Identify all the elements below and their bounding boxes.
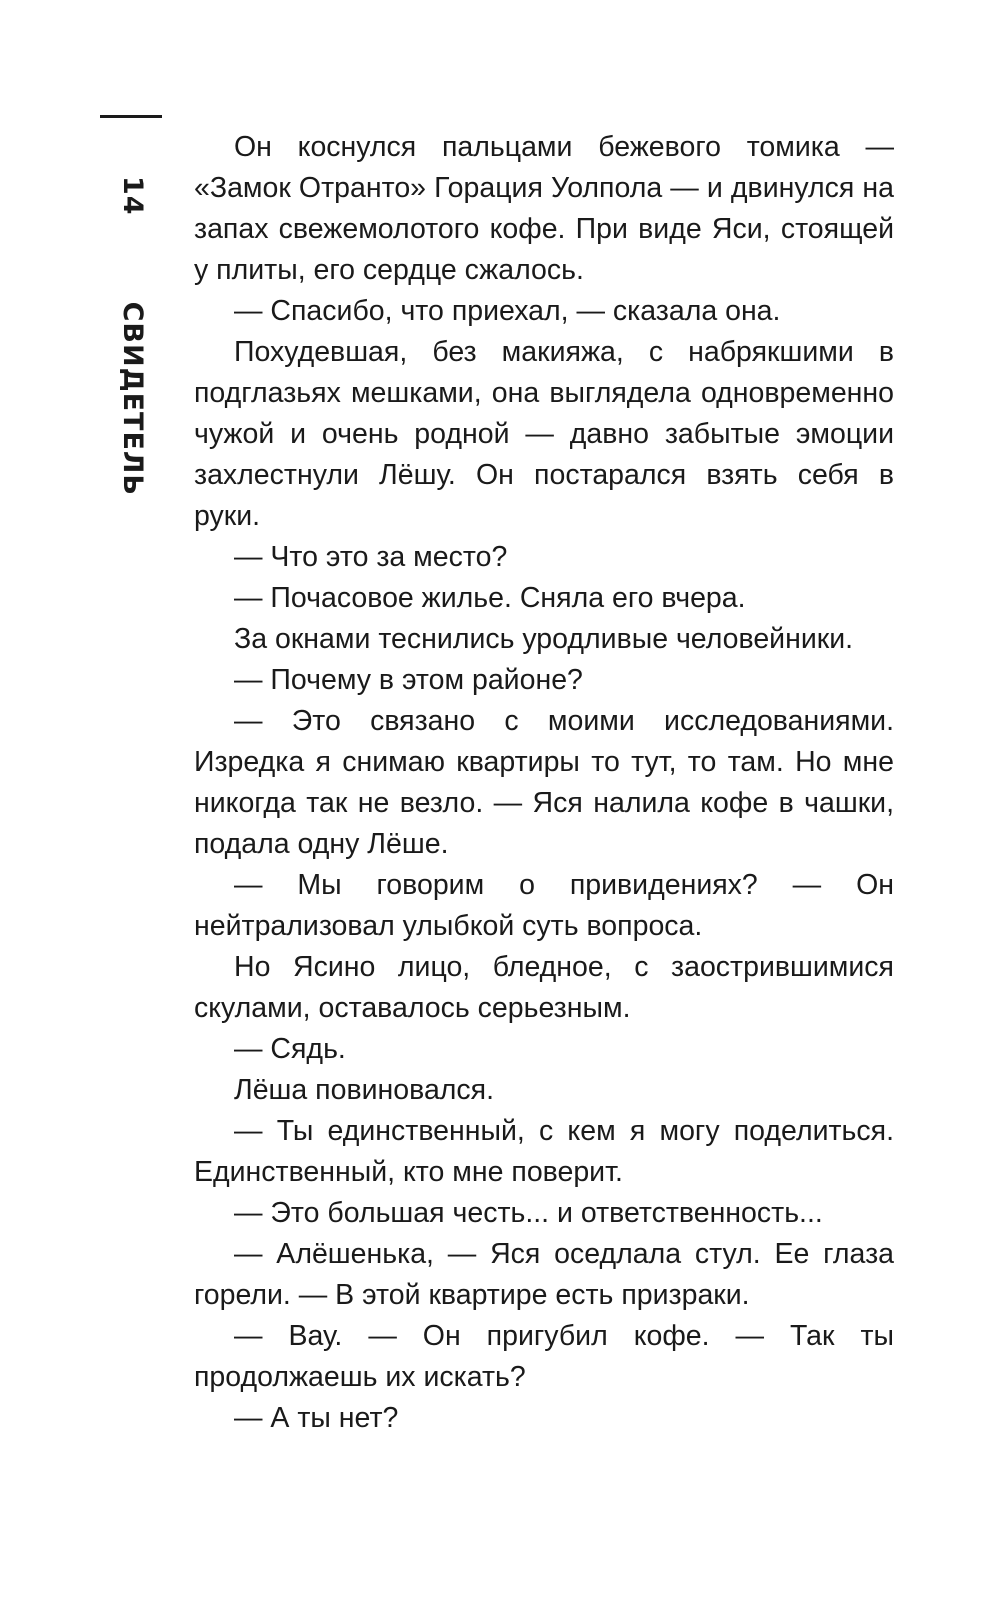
paragraph: — Это большая честь... и ответственность... [234,1197,823,1229]
paragraph: Но Ясино лицо, бледное, с заострившимися скулами, оставалось серьезным. [194,951,894,1024]
paragraph: Лёша повиновался. [234,1074,495,1106]
paragraph: — Алёшенька, — Яся оседлала стул. Ее глаза горели. — В этой квартире есть призраки. [194,1238,894,1311]
book-title: СВИДЕТЕЛЬ [117,301,148,496]
paragraph: — Это связано с моими исследованиями. Изредка я снимаю квартиры то тут, то там. Но мне никогда так не везло. — Яся налила кофе в чашки, подала одну Лёше. [194,705,894,860]
paragraph: — Вау. — Он пригубил кофе. — Так ты продолжаешь их искать? [194,1320,894,1393]
paragraph: — Почему в этом районе? [234,664,583,696]
paragraph: — Ты единственный, с кем я могу поделиться. Единственный, кто мне поверит. [194,1115,894,1188]
paragraph: — Спасибо, что приехал, — сказала она. [234,295,781,327]
paragraph: — Мы говорим о привидениях? — Он нейтрализовал улыбкой суть вопроса. [194,869,894,942]
body-text [194,127,894,1439]
paragraph: Он коснулся пальцами бежевого томика — «Замок Отранто» Горация Уолпола — и двинулся на запах свежемолотого кофе. При виде Яси, стоящей у плиты, его сердце сжалось. [194,131,894,286]
paragraph: — А ты нет? [234,1402,399,1434]
running-head [117,176,148,496]
paragraph: — Сядь. [234,1033,346,1065]
page-number: 14 [117,176,148,216]
paragraph: Похудевшая, без макияжа, с набрякшими в подглазьях мешками, она выглядела одновременно чужой и очень родной — давно забытые эмоции захлестнули Лёшу. Он постарался взять себя в руки. [194,336,894,532]
paragraph: — Почасовое жилье. Сняла его вчера. [234,582,746,614]
paragraph: За окнами теснились уродливые человейники. [234,623,854,655]
header-rule [100,115,162,118]
paragraph: — Что это за место? [234,541,508,573]
